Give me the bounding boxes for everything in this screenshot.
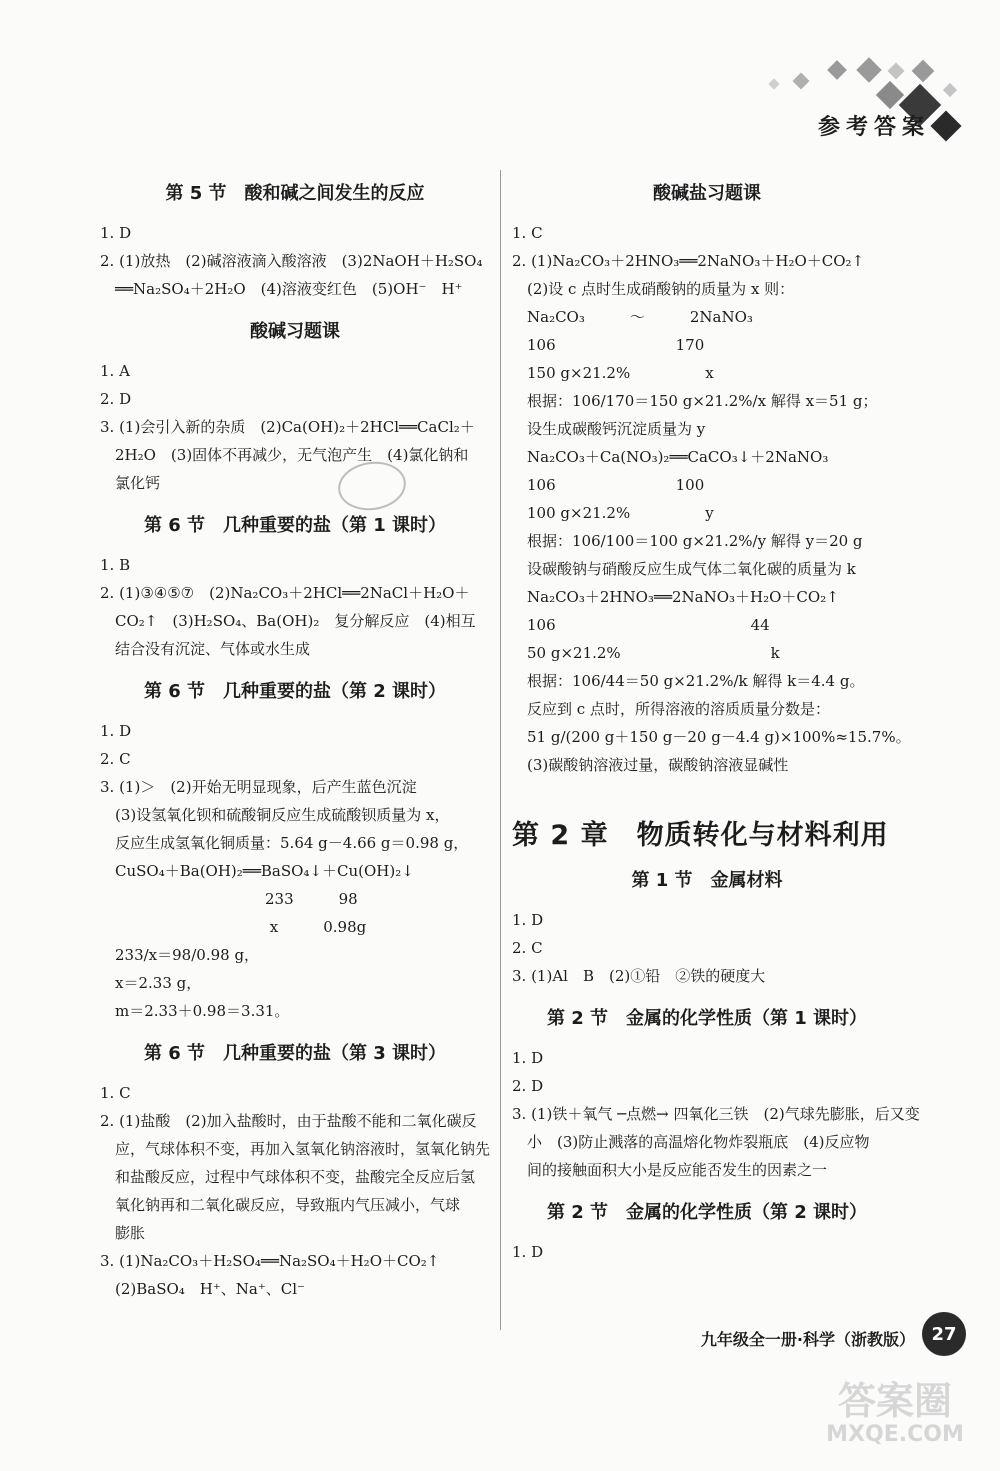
answer-line: m＝2.33＋0.98＝3.31。 xyxy=(100,1002,290,1020)
answer-line: 间的接触面积大小是反应能否发生的因素之一 xyxy=(512,1161,828,1179)
answer-line: 1. A xyxy=(100,362,130,380)
answer-line: 反应到 c 点时，所得溶液的溶质质量分数是： xyxy=(512,700,830,718)
answer-line: 233/x＝98/0.98 g， xyxy=(100,946,260,964)
answer-line: 2. C xyxy=(512,939,543,957)
answer-line: 100 g×21.2% y xyxy=(512,504,714,522)
answer-list xyxy=(100,551,490,663)
section-title: 第 2 节 金属的化学性质（第 1 课时） xyxy=(546,1008,868,1029)
answer-line: 1. D xyxy=(512,911,544,929)
answer-line: Na₂CO₃＋2HNO₃══2NaNO₃＋H₂O＋CO₂↑ xyxy=(512,588,839,606)
answer-list xyxy=(100,357,490,497)
section-title: 第 6 节 几种重要的盐（第 1 课时） xyxy=(143,515,447,536)
watermark-logo-text: 答案圈 xyxy=(837,1379,952,1423)
answer-line: 50 g×21.2% k xyxy=(512,644,780,662)
answer-line: 150 g×21.2% x xyxy=(512,364,714,382)
answer-line: 设生成碳酸钙沉淀质量为 y xyxy=(512,420,706,438)
answer-line: 应，气球体积不变，再加入氢氧化钠溶液时，氢氧化钠先 xyxy=(100,1140,491,1158)
answer-line: 1. C xyxy=(512,224,543,242)
footer-book-title: 九年级全一册·科学（浙教版） xyxy=(700,1330,915,1349)
answer-line: x＝2.33 g， xyxy=(100,974,202,992)
answer-line: 1. C xyxy=(100,1084,131,1102)
answer-list xyxy=(512,1044,920,1184)
answer-line: 1. D xyxy=(512,1243,544,1261)
answer-line: 2. (1)Na₂CO₃＋2HNO₃══2NaNO₃＋H₂O＋CO₂↑ xyxy=(512,252,865,270)
answer-line: 2. C xyxy=(100,750,131,768)
section-title: 第 5 节 酸和碱之间发生的反应 xyxy=(165,183,425,204)
answer-line: 233 98 xyxy=(100,890,358,908)
chapter-title: 第 2 章 物质转化与材料利用 xyxy=(512,820,889,851)
answer-line: 1. D xyxy=(512,1049,544,1067)
section-title: 第 6 节 几种重要的盐（第 3 课时） xyxy=(143,1043,447,1064)
answer-line: 2. (1)③④⑤⑦ (2)Na₂CO₃＋2HCl══2NaCl＋H₂O＋ xyxy=(100,584,470,602)
answer-line: (2)BaSO₄ H⁺、Na⁺、Cl⁻ xyxy=(100,1280,305,1298)
left-column xyxy=(100,165,490,1303)
answer-line: CuSO₄＋Ba(OH)₂══BaSO₄↓＋Cu(OH)₂↓ xyxy=(100,862,414,880)
answer-list xyxy=(100,219,490,303)
column-divider xyxy=(500,170,501,1330)
answer-line: 小 (3)防止溅落的高温熔化物炸裂瓶底 (4)反应物 xyxy=(512,1133,870,1151)
answer-line: 1. D xyxy=(100,722,132,740)
answer-list xyxy=(100,1079,490,1303)
answer-line: 结合没有沉淀、气体或水生成 xyxy=(100,640,311,658)
answer-line: 根据：106/100＝100 g×21.2%/y 解得 y＝20 g xyxy=(512,532,863,550)
section-title: 酸碱盐习题课 xyxy=(653,183,761,204)
answer-line: 2. (1)放热 (2)碱溶液滴入酸溶液 (3)2NaOH＋H₂SO₄ xyxy=(100,252,483,270)
answer-line: 3. (1)Al B (2)①铅 ②铁的硬度大 xyxy=(512,967,766,985)
answer-line: 反应生成氢氧化铜质量：5.64 g－4.66 g＝0.98 g， xyxy=(100,834,469,852)
answer-list xyxy=(512,219,911,779)
answer-line: Na₂CO₃ ～ 2NaNO₃ xyxy=(512,308,753,326)
answer-line: 1. D xyxy=(100,224,132,242)
answer-line: 氯化钙 xyxy=(100,474,161,492)
answer-line: 3. (1)＞ (2)开始无明显现象，后产生蓝色沉淀 xyxy=(100,778,417,796)
answer-line: 膨胀 xyxy=(100,1224,146,1242)
watermark-url: MXQE.COM xyxy=(826,1422,964,1447)
answer-line: 3. (1)Na₂CO₃＋H₂SO₄══Na₂SO₄＋H₂O＋CO₂↑ xyxy=(100,1252,440,1270)
answer-line: (3)碳酸钠溶液过量，碳酸钠溶液显碱性 xyxy=(512,756,789,774)
section-title: 第 1 节 金属材料 xyxy=(631,870,783,891)
watermark-logo xyxy=(810,1380,980,1460)
answer-line: (2)设 c 点时生成硝酸钠的质量为 x 则： xyxy=(512,280,795,298)
answer-line: 3. (1)会引入新的杂质 (2)Ca(OH)₂＋2HCl══CaCl₂＋ xyxy=(100,418,475,436)
answer-line: CO₂↑ (3)H₂SO₄、Ba(OH)₂ 复分解反应 (4)相互 xyxy=(100,612,476,630)
answer-line: 根据：106/170＝150 g×21.2%/x 解得 x＝51 g； xyxy=(512,392,878,410)
answer-list xyxy=(512,906,902,990)
header-title: 参考答案 xyxy=(817,114,930,140)
answer-line: 2H₂O (3)固体不再减少，无气泡产生 (4)氯化钠和 xyxy=(100,446,469,464)
answer-line: (3)设氢氧化钡和硫酸铜反应生成硫酸钡质量为 x， xyxy=(100,806,450,824)
answer-line: 3. (1)铁＋氧气 ─点燃→ 四氧化三铁 (2)气球先膨胀，后又变 xyxy=(512,1105,920,1123)
answer-line: 2. D xyxy=(100,390,132,408)
answer-line: Na₂CO₃＋Ca(NO₃)₂══CaCO₃↓＋2NaNO₃ xyxy=(512,448,829,466)
answer-line: 根据：106/44＝50 g×21.2%/k 解得 k＝4.4 g。 xyxy=(512,672,865,690)
answer-line: 设碳酸钠与硝酸反应生成气体二氧化碳的质量为 k xyxy=(512,560,856,578)
answer-line: 氧化钠再和二氧化碳反应，导致瓶内气压减小，气球 xyxy=(100,1196,461,1214)
answer-line: 106 44 xyxy=(512,616,770,634)
answer-line: 2. D xyxy=(512,1077,544,1095)
section-title: 第 2 节 金属的化学性质（第 2 课时） xyxy=(546,1202,868,1223)
answer-list xyxy=(100,717,490,1025)
page-number: 27 xyxy=(922,1312,966,1356)
answer-line: 2. (1)盐酸 (2)加入盐酸时，由于盐酸不能和二氧化碳反 xyxy=(100,1112,477,1130)
answer-list xyxy=(512,1238,902,1266)
answer-line: 106 100 xyxy=(512,476,705,494)
answer-line: 和盐酸反应，过程中气球体积不变，盐酸完全反应后氢 xyxy=(100,1168,476,1186)
answer-line: ══Na₂SO₄＋2H₂O (4)溶液变红色 (5)OH⁻ H⁺ xyxy=(100,280,463,298)
section-title: 酸碱习题课 xyxy=(250,321,340,342)
answer-line: 51 g/(200 g＋150 g－20 g－4.4 g)×100%≈15.7%。 xyxy=(512,728,911,746)
answer-line: x 0.98g xyxy=(100,918,367,936)
right-column xyxy=(512,165,920,1266)
answer-line: 106 170 xyxy=(512,336,705,354)
answer-line: 1. B xyxy=(100,556,131,574)
section-title: 第 6 节 几种重要的盐（第 2 课时） xyxy=(143,681,447,702)
